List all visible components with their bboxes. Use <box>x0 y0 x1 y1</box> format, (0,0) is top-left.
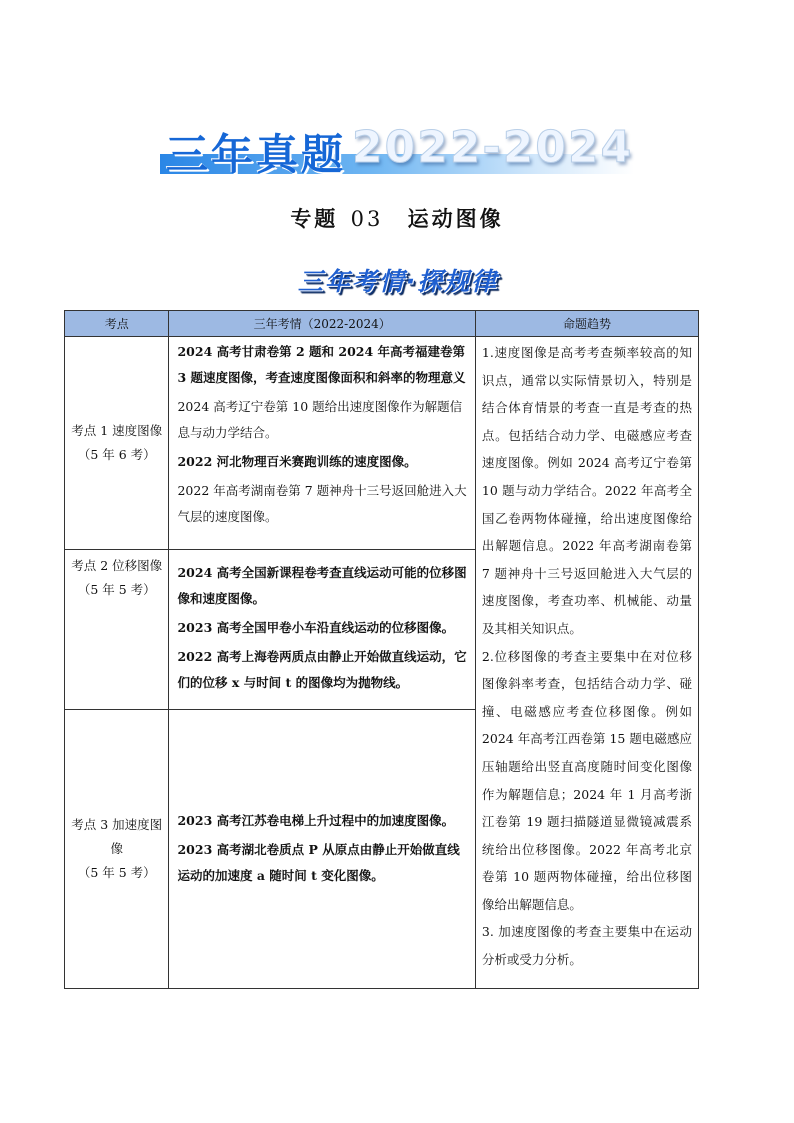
title-banner <box>160 118 634 178</box>
trend-paragraph: 3. 加速度图像的考查主要集中在运动分析或受力分析。 <box>481 924 692 968</box>
situation-item: 2023 高考湖北卷质点 P 从原点由静止开始做直线运动的加速度 a 随时间 t 变化图像。 <box>177 842 460 883</box>
topic-name: 考点 2 位移图像 <box>71 558 163 573</box>
subject-number: 03 <box>350 207 384 231</box>
subject-name: 运动图像 <box>407 206 504 231</box>
situation-item: 2024 高考辽宁卷第 10 题给出速度图像作为解题信息与动力学结合。 <box>177 399 463 440</box>
topic-count: （5 年 6 考） <box>77 447 156 462</box>
trend-paragraph: 2.位移图像的考查主要集中在对位移图像斜率考查，包括结合动力学、碰撞、电磁感应考查位移图像。例如 2024 年高考江西卷第 15 题电磁感应压轴题给出竖直高度随时间变化图像作为解题信息；2024 年 1 月高考浙江卷第 19 题扫描隧道显微镜减震系统给出位移图像。2022 年高考北京卷第 10 题两物体碰撞，给出位移图像给出解题信息。 <box>481 648 692 912</box>
situation-item: 2022 河北物理百米赛跑训练的速度图像。 <box>177 454 417 469</box>
exam-analysis-table <box>64 310 699 989</box>
situation-item: 2023 高考江苏卷电梯上升过程中的加速度图像。 <box>177 813 455 828</box>
banner-prefix: 三年真题 <box>166 130 347 179</box>
subject-title <box>0 203 794 233</box>
situation-item: 2023 高考全国甲卷小车沿直线运动的位移图像。 <box>177 620 455 635</box>
topic-cell <box>65 337 169 550</box>
situation-item: 2024 高考甘肃卷第 2 题和 2024 年高考福建卷第 3 题速度图像，考查速度图像面积和斜率的物理意义 <box>177 344 466 385</box>
subject-label: 专题 <box>290 206 339 231</box>
situation-item: 2022 高考上海卷两质点由静止开始做直线运动，它们的位移 x 与时间 t 的图像均为抛物线。 <box>177 649 467 690</box>
topic-cell <box>65 550 169 710</box>
topic-count: （5 年 5 考） <box>77 865 156 880</box>
situation-item: 2022 年高考湖南卷第 7 题神舟十三号返回舱进入大气层的速度图像。 <box>177 483 467 524</box>
trend-cell <box>475 337 698 989</box>
banner-years: 2022-2024 <box>352 122 634 173</box>
topic-name: 考点 1 速度图像 <box>71 423 163 438</box>
header-trend: 命题趋势 <box>475 311 698 337</box>
trend-paragraph: 1.速度图像是高考考查频率较高的知识点，通常以实际情景切入，特别是结合体育情景的考查一直是考查的热点。包括结合动力学、电磁感应考查速度图像。例如 2024 高考辽宁卷第 10 题与动力学结合。2022 年高考全国乙卷两物体碰撞，给出速度图像给出解题信息。2022 年高考湖南卷第 7 题神舟十三号返回舱进入大气层的速度图像，考查功率、机械能、动量及其相关知识点。 <box>481 345 692 636</box>
header-topic: 考点 <box>65 311 169 337</box>
table-row <box>65 337 699 550</box>
situation-cell <box>169 710 475 989</box>
table-header-row <box>65 311 699 337</box>
situation-cell <box>169 550 475 710</box>
topic-name: 考点 3 加速度图像 <box>71 817 163 856</box>
topic-count: （5 年 5 考） <box>77 582 156 597</box>
header-situation: 三年考情（2022-2024） <box>169 311 475 337</box>
situation-item: 2024 高考全国新课程卷考查直线运动可能的位移图像和速度图像。 <box>177 565 467 606</box>
section-stamp: 三年考情·探规律 <box>297 267 499 296</box>
situation-cell <box>169 337 475 550</box>
topic-cell <box>65 710 169 989</box>
